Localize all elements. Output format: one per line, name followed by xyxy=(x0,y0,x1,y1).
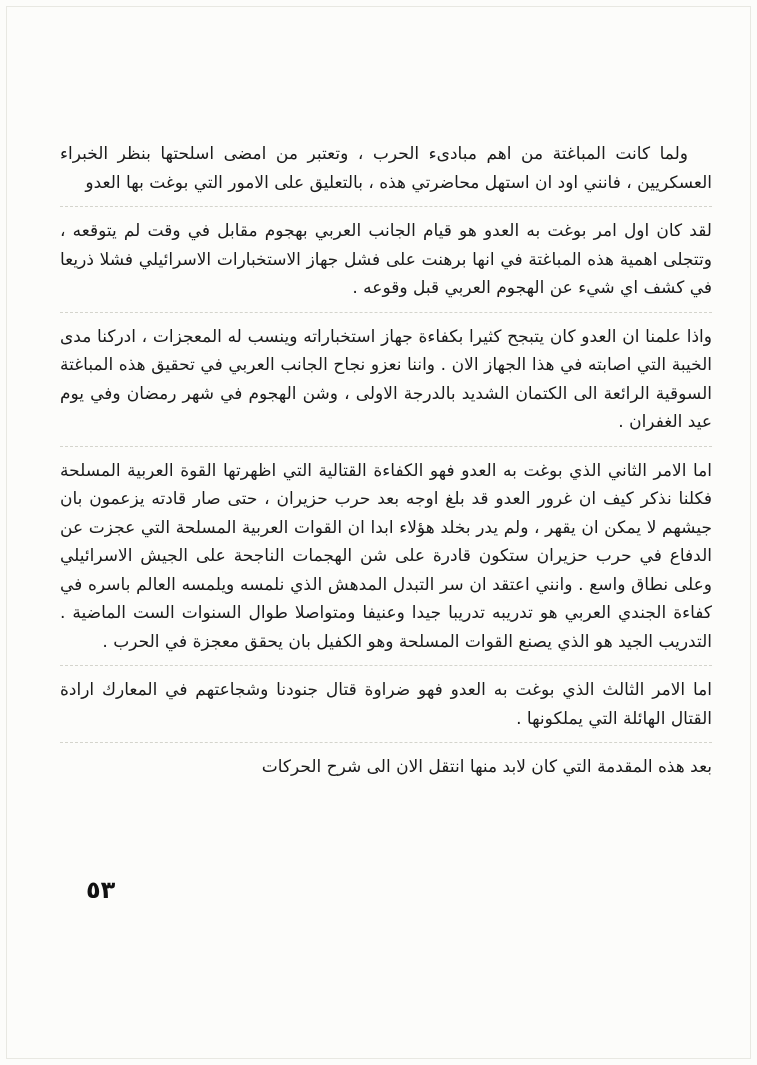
paragraph-divider xyxy=(60,665,712,666)
paragraph-divider xyxy=(60,446,712,447)
paragraph-divider xyxy=(60,742,712,743)
paragraph-1: ولما كانت المباغتة من اهم مبادىء الحرب ، وتعتبر من امضى اسلحتها بنظر الخبراء العسكريين ، فانني اود ان استهل محاضرتي هذه ، بالتعليق على الامور التي بوغت بها العدو xyxy=(60,144,712,193)
paragraph-3: واذا علمنا ان العدو كان يتبجح كثيرا بكفاءة جهاز استخباراته وينسب له المعجزات ، ادركنا مدى الخيبة التي اصابته في هذا الجهاز الان . واننا نعزو نجاح الجانب العربي في تحقيق هذه المباغتة السوقية الرائعة الى الكتمان الشديد بالدرجة الاولى ، وشن الهجوم في شهر رمضان وفي يوم عيد الغفران . xyxy=(60,326,712,432)
paragraph-5: اما الامر الثالث الذي بوغت به العدو فهو ضراوة قتال جنودنا وشجاعتهم في المعارك ارادة القتال الهائلة التي يملكونها . xyxy=(60,680,712,729)
paragraph-4: اما الامر الثاني الذي بوغت به العدو فهو الكفاءة القتالية التي اظهرتها القوة العربية المسلحة فكلنا نذكر كيف ان غرور العدو قد بلغ اوجه بعد حرب حزيران ، حتى صار قادته يزعمون بان جيشهم لا يمكن ان يقهر ، ولم يدر بخلد هؤلاء ابدا ان القوات العربية المسلحة التي عجزت عن الدفاع في حرب حزيران ستكون قادرة على شن الهجمات الناجحة على الجيش الاسرائيلي وعلى نطاق واسع . وانني اعتقد ان سر التبدل المدهش الذي نلمسه ويلمسه العالم باسره في كفاءة الجندي العربي هو تدريبه تدريبا جيدا وعنيفا ومتواصلا طوال السنوات الست الماضية . التدريب الجيد هو الذي يصنع القوات المسلحة وهو الكفيل بان يحقق معجزة في الحرب . xyxy=(60,460,712,652)
body-text xyxy=(60,140,712,782)
paragraph-2: لقد كان اول امر بوغت به العدو هو قيام الجانب العربي بهجوم مقابل في وقت لم يتوقعه ، وتتجلى اهمية هذه المباغتة في انها برهنت على فشل جهاز الاستخبارات الاسرائيلي فشلا ذريعا في كشف اي شيء عن الهجوم العربي قبل وقوعه . xyxy=(60,221,712,298)
paragraph-divider xyxy=(60,312,712,313)
paragraph-6: بعد هذه المقدمة التي كان لابد منها انتقل الان الى شرح الحركات xyxy=(261,757,712,777)
page-number: ٥٣ xyxy=(86,876,116,904)
paragraph-divider xyxy=(60,206,712,207)
